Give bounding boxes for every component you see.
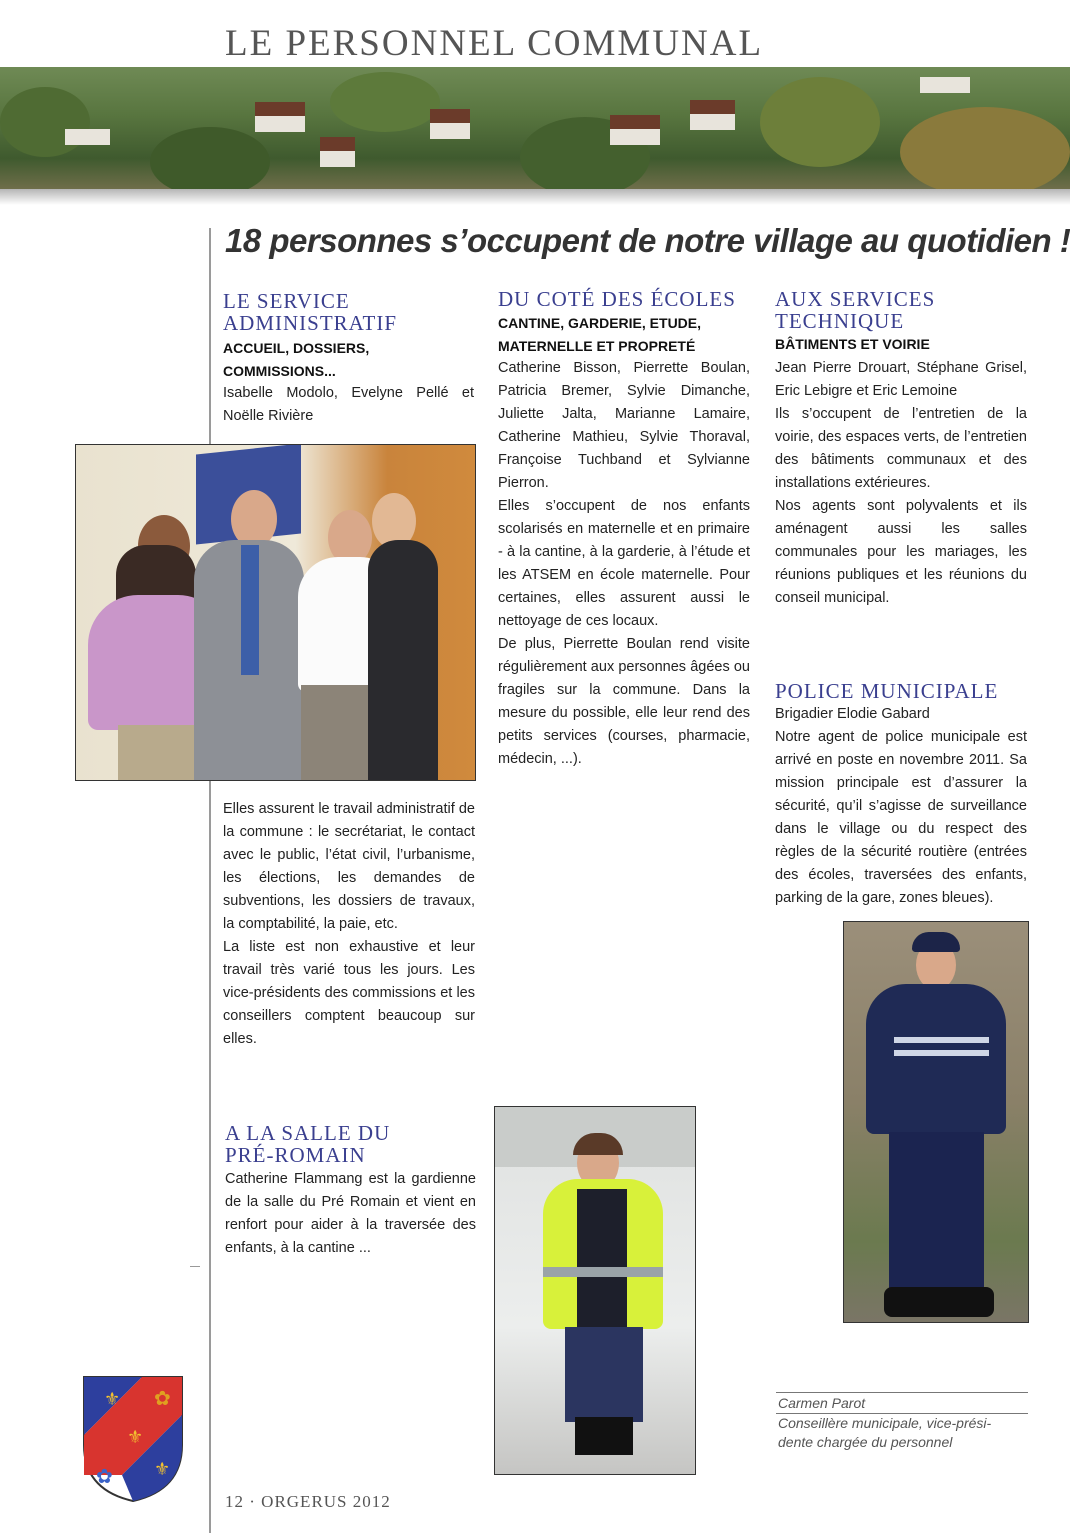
police-description: Brigadier Elodie Gabard Notre agent de police municipale est arrivé en poste en novembre 2011. Sa mission principale est d’assurer la sécurité, qu’il s’agisse de surveillance dans le village ou du respect des règles de la sécurité routière (entrées des écoles, traversées des enfants, parking de la gare, zones bleues). (775, 706, 1027, 906)
main-headline: 18 personnes s’occupent de notre village au quotidien ! (225, 222, 1070, 259)
admin-names: Isabelle Modolo, Evelyne Pellé et Noëlle Rivière (223, 385, 474, 424)
signature-role: Conseillère municipale, vice-prési- dente chargée du personnel (778, 1415, 992, 1450)
admin-team-photo (75, 444, 476, 781)
admin-section-subtitle: ACCUEIL, DOSSIERS, COMMISSIONS... (223, 340, 370, 379)
salle-staff-photo (494, 1106, 696, 1475)
technical-description: Jean Pierre Drouart, Stéphane Grisel, Eric Lebigre et Eric Lemoine Ils s’occupent de l’entretien de la voirie, des espaces verts, de l’entretien des bâtiments communaux et des installations extérieures. Nos agents sont polyvalents et ils aménagent aussi les salles communales pour les mariages, les réunions publiques et les réunions du conseil municipal. (775, 360, 1027, 606)
admin-description: Elles assurent le travail administratif de la commune : le secrétariat, le contact avec le public, l’état civil, l’urbanisme, les élections, les demandes de subventions, les dossiers de travaux, la comptabilité, la paie, etc. La liste est non exhaustive et leur travail très varié tous les jours. Les vice-présidents des commissions et les conseillers comptent beaucoup sur elles. (223, 801, 475, 1047)
svg-text:⚜: ⚜ (154, 1459, 171, 1480)
svg-text:✿: ✿ (96, 1464, 113, 1488)
schools-section-title: DU COTÉ DES ÉCOLES (498, 287, 736, 311)
admin-section-title: LE SERVICE ADMINISTRATIF (223, 289, 398, 335)
svg-text:⚜: ⚜ (127, 1427, 144, 1448)
svg-text:✿: ✿ (154, 1386, 171, 1410)
signature-name: Carmen Parot (778, 1395, 866, 1411)
banner-shadow (0, 189, 1070, 205)
svg-text:⚜: ⚜ (104, 1389, 121, 1410)
schools-section-subtitle: CANTINE, GARDERIE, ETUDE, MATERNELLE ET PROPRETÉ (498, 315, 702, 354)
technical-section-subtitle: BÂTIMENTS ET VOIRIE (775, 336, 930, 352)
village-aerial-banner (0, 67, 1070, 189)
technical-section-title: AUX SERVICES TECHNIQUE (775, 287, 936, 333)
margin-tick (190, 1266, 200, 1267)
schools-description: Catherine Bisson, Pierrette Boulan, Patricia Bremer, Sylvie Dimanche, Juliette Jalta, Marianne Lamaire, Catherine Mathieu, Sylvie Thoraval, Françoise Tuchband et Sylvianne Pierron. Elles s’occupent de nos enfants scolarisés en maternelle et en primaire - à la cantine, à la garderie, à l’étude et les ATSEM en école maternelle. Pour certaines, elles assurent aussi le nettoyage de ces locaux. De plus, Pierrette Boulan rend visite régulièrement aux personnes âgées ou fragiles sur la commune. Dans la mesure du possible, elle leur rend des petits services (courses, pharmacie, médecin, ...). (498, 360, 750, 767)
salle-description: Catherine Flammang est la gardienne de la salle du Pré Romain et vient en renfort pour aider à la traversée des enfants, à la cantine ... (225, 1171, 476, 1256)
coat-of-arms-logo (82, 1375, 184, 1503)
signature-rule-top (776, 1392, 1028, 1393)
page-header-title: LE PERSONNEL COMMUNAL (225, 23, 764, 64)
police-officer-photo (843, 921, 1029, 1323)
vertical-rule (209, 228, 211, 1533)
police-section-title: POLICE MUNICIPALE (775, 679, 999, 703)
salle-section-title: A LA SALLE DU PRÉ-ROMAIN (225, 1121, 391, 1167)
page-footer: 12 · ORGERUS 2012 (225, 1492, 391, 1511)
